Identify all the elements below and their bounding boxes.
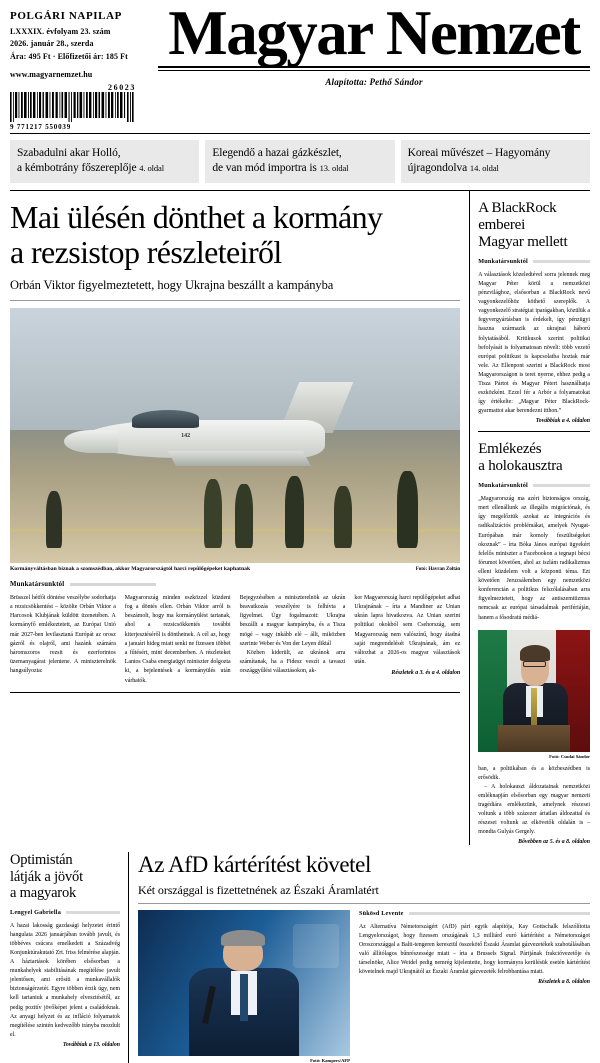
afd-byline-row bbox=[359, 910, 590, 917]
price-info: Ára: 495 Ft · Előfizetői ár: 185 Ft bbox=[10, 51, 128, 61]
paragraph: A választások közeledtével sorra jelennek meg Magyar Péter körül a nemzetközi pénzvilághoz, elsősorban a BlackRock nevű vagyonkezelőhöz köthető szereplők. A vagyonkezelő stratégiai iparágakban, közülük a fegyvergyártásban is érdekelt, így pénzügyi haszna származik az ukrajnai háború folytatásából. Kritikusok szerint politikai befolyását is folyamatosan növeli: több vezető európai politikust is kapcsolatba hoztak már vele. Az Ellenpont szerint a BlackRock most Magyarországon is teret nyerne, ehhez pedig a Tisza Pártot és Magyar Pétert használhatja eszközként. Ezzel fér a Arbór a folyamatokat így értékelte: „Magyar Péter BlackRock-gyarmattot akar berendezni itthon.” bbox=[478, 271, 590, 415]
teaser-line-1: Elegendő a hazai gázkészlet, bbox=[212, 147, 342, 159]
sidebar-headline bbox=[478, 200, 590, 250]
lead-photo bbox=[10, 308, 460, 563]
bottom-body bbox=[10, 922, 120, 1040]
teaser-line-1: Szabadulni akar Holló, bbox=[17, 147, 121, 159]
speaker-glasses bbox=[523, 661, 546, 667]
paragraph: Brüsszel hétfői döntése veszélybe sodorhatja a rezsicsökkentést – közölte Orbán Viktor a Harcosok Klubjának küldött üzenetében. A kormányfő emlékeztetett, az Európai Unió már 2027-ben levilasztaná Európát az orosz gázról és olajról, ami hazánk számára háromszoros rezsit és ezerforintos üzemanyagárat jelentene. A miniszterelnök hangsúlyozta: bbox=[10, 594, 116, 675]
byline-rule bbox=[533, 484, 590, 487]
paragraph: ban, a politikában és a közbeszédben is erősödik. bbox=[478, 765, 590, 781]
sidebar-continuation-ref[interactable]: Bővebben az 5. és a 8. oldalon bbox=[518, 839, 590, 846]
lead-photo-credit: Fotó: Havran Zoltán bbox=[415, 566, 461, 572]
headline-line-1: Optimistán bbox=[10, 852, 73, 869]
jet-wing bbox=[168, 451, 311, 466]
bottom-byline: Lengyel Gabriella bbox=[10, 908, 62, 916]
headline-line-2: látják a jövőt bbox=[10, 868, 83, 885]
sidebar-byline: Munkatársunktól bbox=[478, 482, 528, 490]
headline-line-1: Emlékezés bbox=[478, 441, 542, 458]
lead-divider bbox=[10, 300, 460, 301]
soldier-figure bbox=[235, 484, 253, 548]
barcode-icon bbox=[10, 92, 134, 122]
paragraph: Magyarország minden eszközzel küzdeni fog a döntés ellen. Orbán Viktor arról is beszámolt, hogy ma kormányülést tartanak, ahol a rezsicsökkentés további kiterjesztéséről is dönthetnek. A cél az, hogy a januári hideg miatt senki ne fizessen többet a fűtésért, mint decemberben. A részleteket Lantos Csaba energiaügyi miniszter dolgozta ki, a bejelentések a kormányülés után várhatók. bbox=[124, 594, 231, 684]
byline-rule bbox=[66, 911, 120, 914]
issue-date: 2026. január 28., szerda bbox=[10, 39, 94, 49]
lead-body-column-4 bbox=[354, 594, 460, 686]
afd-body bbox=[359, 923, 590, 978]
afd-photo-credit: Fotó: Kampers/AFP bbox=[310, 1057, 350, 1063]
paragraph: Az Alternatíva Németországért (AfD) párt egyik alapítója, Kay Gottschalk felszólította Lengyelországot, hogy fizessen országának 1,3 milliárd euró kártérítést a Németországot Oroszországgal a Balti-tengeren keresztül összekötő Északi Áramlat gázvezetékek szabotálásában való állítólagos bűnrészessége miatt – írta a Brussels Signal. Pártjának frakcióvezetője és társelnöke, Alice Weidel pedig nemrég kijelentette, hogy kormányra kerülésük esetén kártérítést követelnek majd Ukrajnától az Északi Áramlat gázvezeték felrobbantása miatt. bbox=[359, 923, 590, 976]
afd-subheadline: Két országgal is fizettetnének az Északi Áramlatért bbox=[138, 882, 379, 897]
website-url: www.magyarnemzet.hu bbox=[10, 70, 93, 80]
bottom-article-afd bbox=[128, 852, 590, 1062]
paragraph: kor Magyarország harci repülőgépeket adhat Ukrajnának – írta a Mandiner az Unian ukrán lapra hivatkozva. Az Unian szerint politikai okokból sem Csehország, sem Magyarország nem valószínű, hogy átadná saját megrendelését Ukrajnának, ám ez változhat a 2026-os magyar választások után. bbox=[354, 594, 461, 666]
bottom-headline bbox=[10, 852, 120, 901]
speaker-hair bbox=[520, 645, 550, 661]
teaser-item-1[interactable] bbox=[10, 140, 199, 183]
soldier-figure bbox=[285, 476, 305, 547]
sidebar-headline bbox=[478, 441, 590, 475]
afd-speaker-hair bbox=[221, 930, 266, 946]
teaser-item-3[interactable] bbox=[401, 140, 590, 183]
afd-speaker-tie bbox=[240, 974, 248, 1021]
masthead bbox=[10, 0, 590, 131]
headline-line-2: emberei bbox=[478, 217, 526, 234]
volume-issue: LXXXIX. évfolyam 23. szám bbox=[10, 27, 111, 36]
bottom-continuation-ref[interactable]: Továbbiak a 13. oldalon bbox=[62, 1042, 120, 1049]
lead-byline-row bbox=[10, 581, 460, 588]
masthead-info-block bbox=[10, 6, 158, 131]
jet-nose bbox=[64, 430, 118, 453]
afd-backdrop-logo bbox=[293, 924, 340, 968]
teaser-page-ref: 13. oldal bbox=[319, 163, 349, 174]
lead-headline-line-2: a rezsistop részleteiről bbox=[10, 233, 282, 270]
founder-line: Alapította: Pethő Sándor bbox=[325, 76, 423, 87]
headline-line-3: Magyar mellett bbox=[478, 233, 568, 250]
teaser-line-1: Koreai művészet – Hagyomány bbox=[407, 147, 551, 159]
sidebar-photo-speaker bbox=[478, 630, 590, 752]
barcode-number: 26023 bbox=[108, 82, 136, 92]
sidebar-byline: Munkatársunktól bbox=[478, 257, 528, 265]
speaker-tie bbox=[531, 688, 537, 725]
lead-story bbox=[10, 191, 469, 845]
lead-photo-caption-row bbox=[10, 566, 460, 572]
sidebar-article-blackrock bbox=[478, 200, 590, 432]
barcode-digits: 9 771217 550039 bbox=[10, 122, 71, 131]
masthead-divider bbox=[10, 133, 590, 134]
soldier-figure bbox=[204, 479, 223, 548]
lead-headline bbox=[10, 200, 460, 268]
lead-subheadline: Orbán Viktor figyelmeztetett, hogy Ukrajna beszállt a kampányba bbox=[10, 277, 334, 292]
lead-body-column-1 bbox=[10, 594, 116, 686]
sidebar-byline-row bbox=[478, 258, 590, 265]
publication-kind: POLGÁRI NAPILAP bbox=[10, 10, 122, 22]
afd-byline: Sükösd Levente bbox=[359, 909, 404, 917]
lead-body-column-3 bbox=[240, 594, 346, 686]
teaser-line-2: de van mód importra is bbox=[212, 162, 317, 175]
headline-line-1: A BlackRock bbox=[478, 200, 557, 217]
jet-tail-number: 142 bbox=[181, 432, 191, 439]
sidebar-continuation-ref[interactable]: Továbbiak a 4. oldalon bbox=[535, 418, 590, 425]
sidebar-article-holocaust bbox=[478, 441, 590, 845]
sidebar-body bbox=[478, 271, 590, 417]
paragraph: – A holokauszt áldozatainak nemzetközi emléknapján elsősorban egy magyar nemzeti tragédiára emlékezünk, amelynek részesei voltunk a több százezer ártatlan áldozattal és részesei voltunk az elkövetők oldalán is – mondta Gulyás Gergely. bbox=[478, 783, 590, 836]
photo-sky bbox=[10, 308, 460, 430]
sidebar-body-continued bbox=[478, 765, 590, 838]
lead-body-column-2 bbox=[125, 594, 231, 686]
soldier-figure bbox=[46, 491, 62, 547]
paragraph: A hazai lakosság gazdasági helyzetet érintő hangulata 2026 januárjában tovább javult, és többéves csúcsra emelkedett a Századvég Konjunktúrakutató Zrt. friss felmérése alapján. A háztartások körében elsősorban a munkahelyek stabilitásának megítélése javult jelentősen, ami erősíti a munkavállalók biztonságérzetét. Egyre többen érzik úgy, nem kell tartaniuk a munkahely elvesztésétől, az pedig pozitív jövőképet jelent a családoknak. Az anyagi helyzet és az infláció folyamatok megítélése szintén kedvezőbb irányba mozdult el. bbox=[10, 922, 120, 1038]
afd-content-row bbox=[138, 910, 590, 1063]
sidebar-byline-row bbox=[478, 482, 590, 489]
bottom-article-optimism bbox=[10, 852, 128, 1062]
lead-photo-caption: Kormányváltásban bíznak a szomszédban, akkor Magyarországtól harci repülőgépeket kaphatnak bbox=[10, 565, 251, 572]
paragraph: Közben kiderült, az ukránok arra számítanak, ha a Fidesz veszít a tavaszi országgyűlési választásokon, ak- bbox=[239, 650, 346, 675]
headline-line-3: a magyarok bbox=[10, 885, 77, 902]
soldier-figure bbox=[334, 486, 352, 547]
headline-line-2: a holokausztra bbox=[478, 458, 563, 475]
bottom-byline-row bbox=[10, 909, 120, 916]
lead-byline: Munkatársunktól bbox=[10, 580, 65, 588]
teaser-line-2: a kémbotrány főszereplője bbox=[17, 162, 137, 175]
soldier-figure bbox=[397, 471, 418, 548]
nameplate-block bbox=[158, 0, 590, 87]
byline-rule bbox=[70, 583, 156, 586]
jet-canopy bbox=[132, 410, 200, 428]
lead-bottom-divider bbox=[10, 692, 460, 693]
paragraph: Bejegyzésében a miniszterelnök az ukrán beavatkozás veszélyére is felhívta a figyelmet. Úgy fogalmazott: Ukrajna beszállt a magyar kampányba, és a Tisza mögé – vagy inkább elé – állt, miközben szerinte Weber és Von der Leyen diktál bbox=[239, 594, 346, 647]
bottom-content-grid bbox=[10, 852, 590, 1062]
newspaper-title: Magyar Nemzet bbox=[168, 0, 580, 68]
afd-photo bbox=[138, 910, 350, 1056]
teaser-item-2[interactable] bbox=[205, 140, 394, 183]
byline-rule bbox=[533, 260, 590, 263]
sidebar-body bbox=[478, 495, 590, 623]
lead-body-columns bbox=[10, 594, 460, 686]
afd-continuation-ref[interactable]: Részletek a 8. oldalon bbox=[538, 979, 590, 986]
afd-photo-block bbox=[138, 910, 350, 1063]
teaser-bar bbox=[10, 140, 590, 183]
speaker-podium bbox=[498, 725, 570, 752]
main-content-grid bbox=[10, 191, 590, 845]
teaser-line-2: újragondolva bbox=[407, 162, 468, 175]
teaser-page-ref: 14. oldal bbox=[469, 163, 499, 174]
paragraph: „Magyarország ma azért biztonságos ország, mert ellenállunk az illegális migrációnak, és így megelőztük azokat az integrációs és radikalizációs problémákat, amelyek Nyugat-Európában már komoly feszültségeket okoznak” – írta Bóka János európai ügyekért felelős miniszter a Facebookon a tegnapi bécsi fórumot követően, ahol az iszlám radikalizmus elleni küzdelem volt a központi téma. Ezt követően Jeruzsálemben egy nemzetközi konferencián a politikus felszólalásában arra figyelmeztetett, hogy az antiszemitizmus nemcsak az európai társadalmak perifériáján, hanem a fősodratú médiá- bbox=[478, 496, 590, 621]
sidebar-divider bbox=[478, 431, 590, 432]
afd-text-block bbox=[359, 910, 590, 1063]
teaser-page-ref: 4. oldal bbox=[139, 163, 164, 174]
lead-continuation-ref[interactable]: Részletek a 3. és a 4. oldalon bbox=[391, 670, 461, 677]
right-sidebar bbox=[469, 191, 590, 845]
lead-headline-line-1: Mai ülésén dönthet a kormány bbox=[10, 199, 383, 236]
afd-headline: Az AfD kártérítést követel bbox=[138, 852, 371, 878]
byline-rule bbox=[409, 912, 590, 915]
barcode-block bbox=[10, 82, 138, 131]
afd-divider bbox=[138, 903, 590, 904]
sidebar-photo-credit: Fotó: Csudai Sándor bbox=[549, 753, 590, 759]
